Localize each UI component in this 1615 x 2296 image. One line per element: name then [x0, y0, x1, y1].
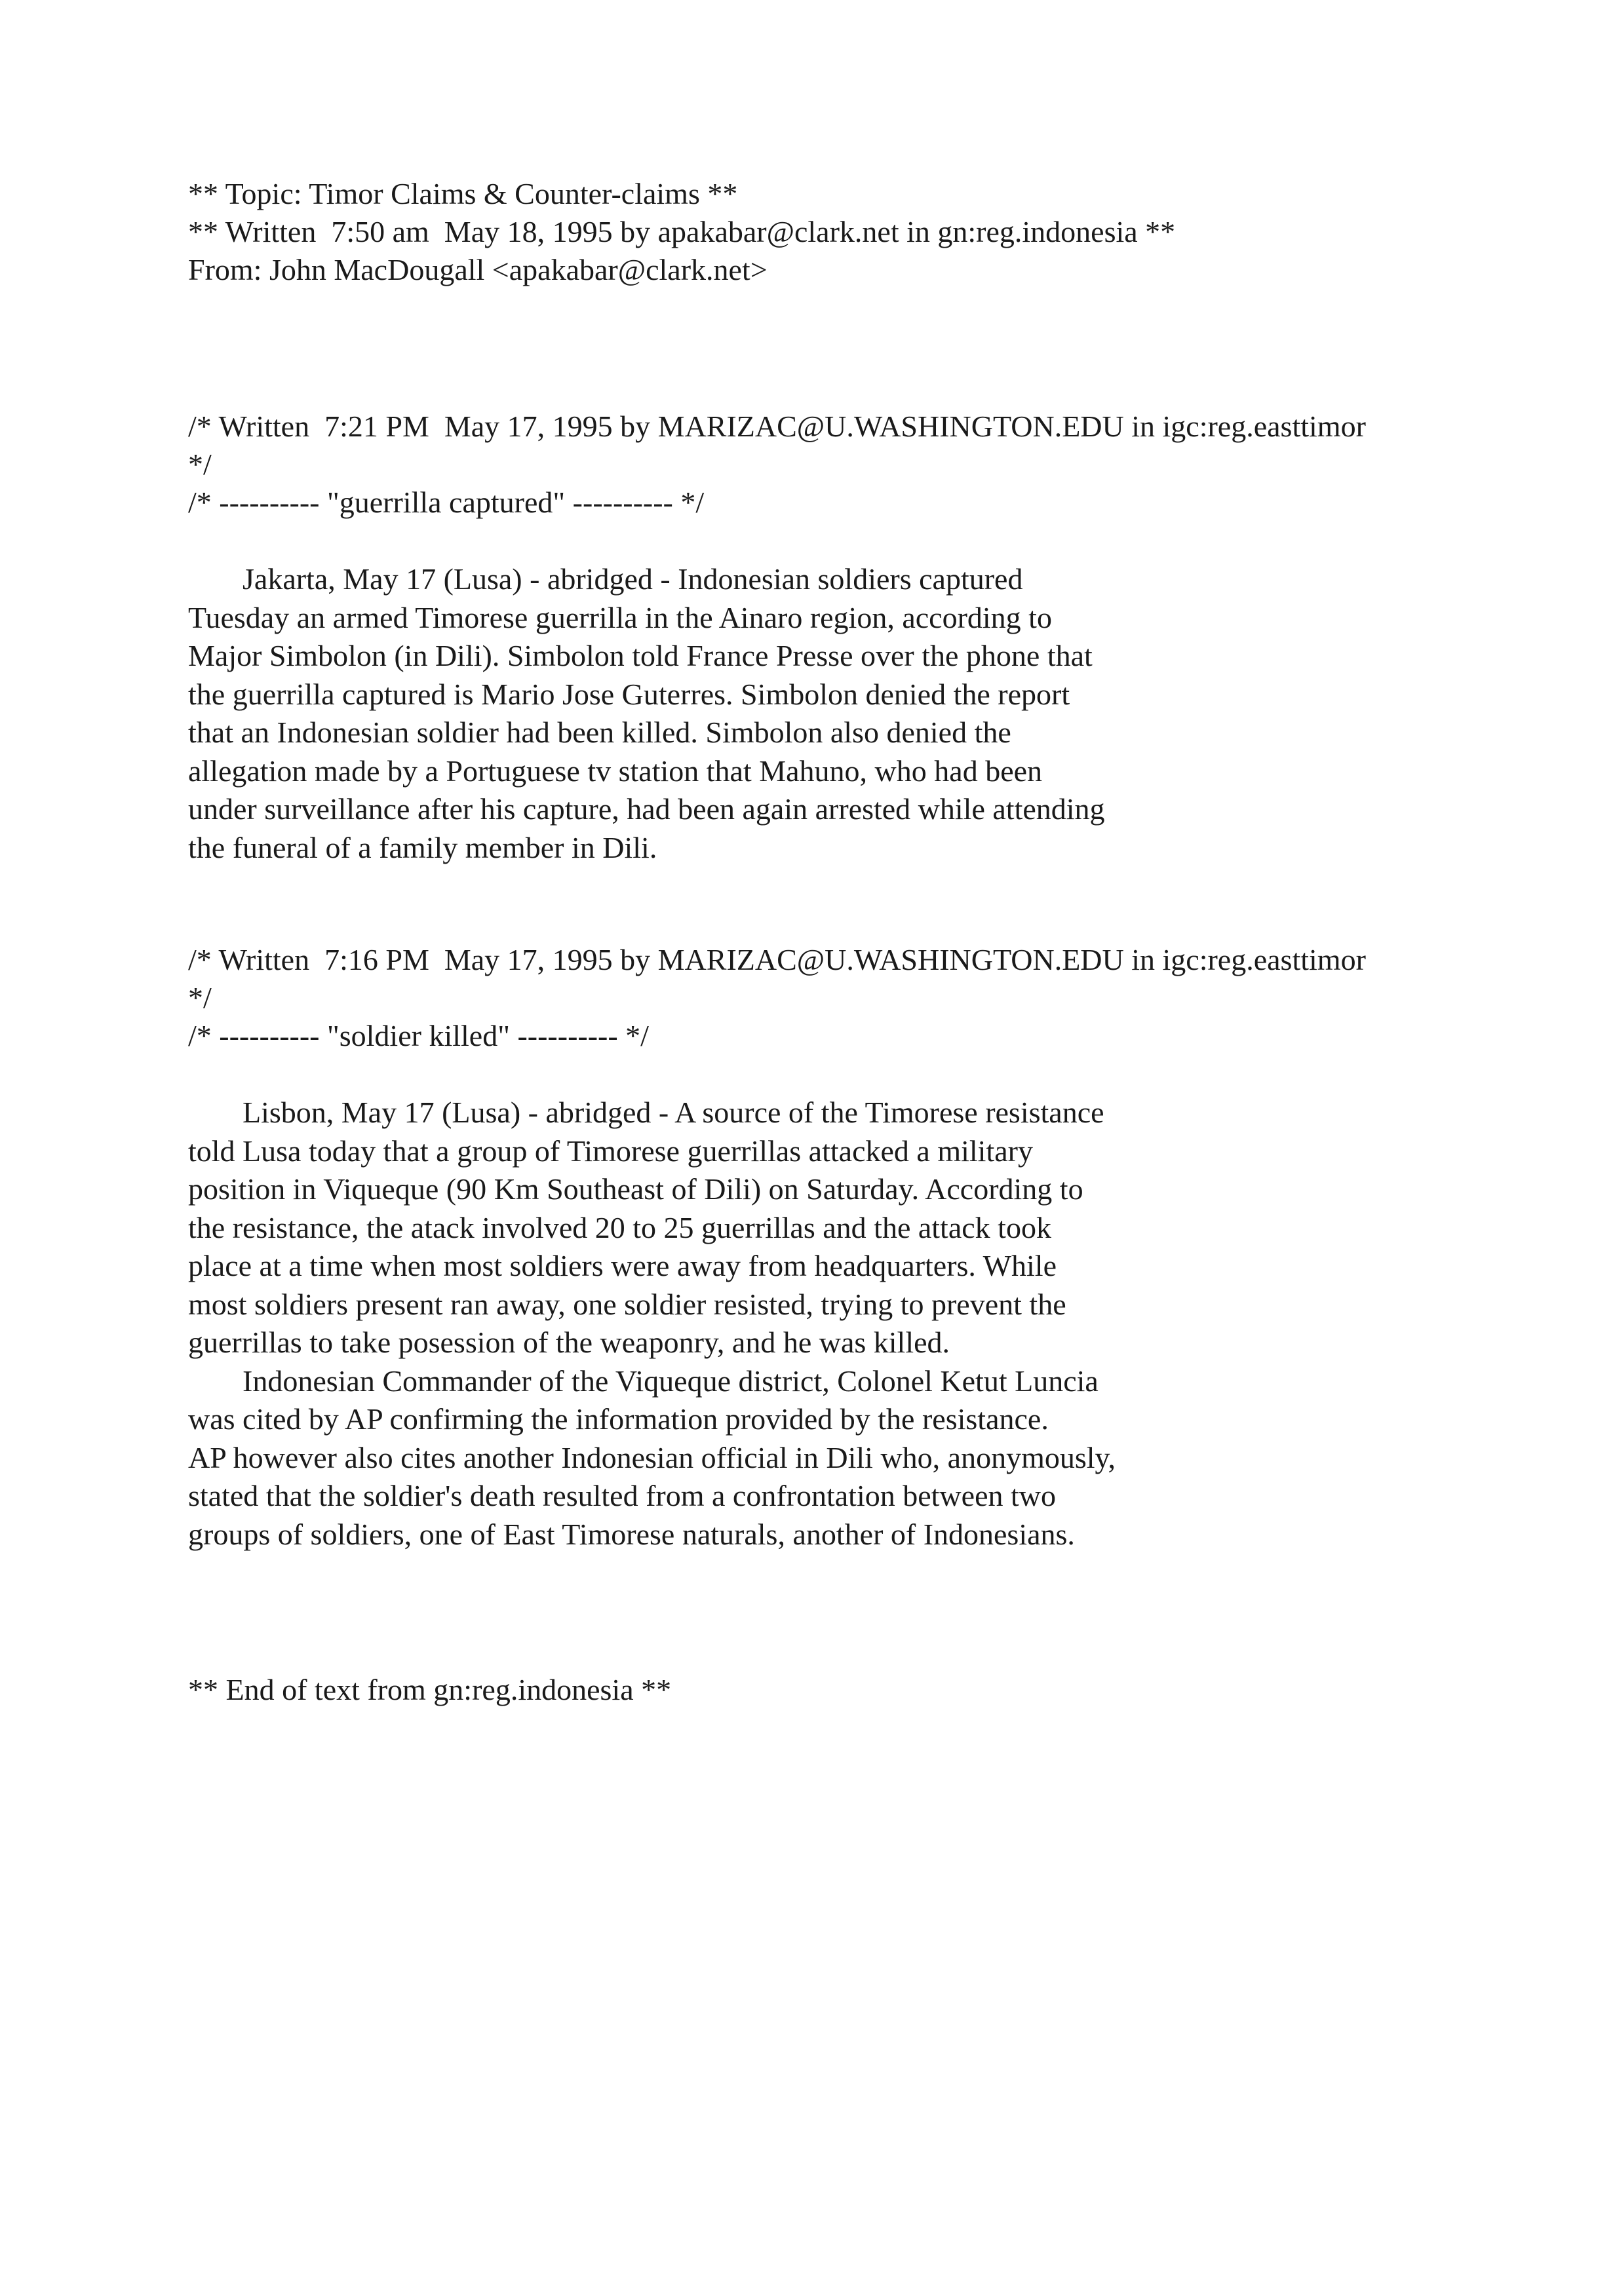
section-2-paragraph-2: Indonesian Commander of the Viqueque district, Colonel Ketut Luncia was cited by AP confirming the information provided by the resistance. AP however also cites another Indonesian official in Dili who, anonymously, stated that the soldier's death resulted from a confrontation between two groups of soldiers, one of East Timorese naturals, another of Indonesians. — [188, 1364, 1116, 1551]
from-line: From: John MacDougall <apakabar@clark.net> — [188, 253, 768, 286]
section-2-title: /* ---------- "soldier killed" ---------- */ — [188, 1019, 649, 1052]
end-of-text-line: ** End of text from gn:reg.indonesia ** — [188, 1673, 672, 1706]
header-written-line: ** Written 7:50 am May 18, 1995 by apakabar@clark.net in gn:reg.indonesia ** — [188, 215, 1176, 248]
section-1-title: /* ---------- "guerrilla captured" ---------- */ — [188, 486, 705, 519]
section-2-paragraph-1: Lisbon, May 17 (Lusa) - abridged - A source of the Timorese resistance told Lusa today that a group of Timorese guerrillas attacked a military position in Viqueque (90 Km Southeast of Dili) on Saturday. According to the resistance, the atack involved 20 to 25 guerrillas and the attack took place at a time when most soldiers were away from headquarters. While most soldiers present ran away, one soldier resisted, trying to prevent the guerrillas to take posession of the weaponry, and he was killed. — [188, 1096, 1104, 1359]
section-1-body — [188, 560, 1315, 867]
section-2-written-close: */ — [188, 981, 212, 1014]
section-1-written-close: */ — [188, 448, 212, 481]
section-1-paragraph-1: Jakarta, May 17 (Lusa) - abridged - Indonesian soldiers captured Tuesday an armed Timorese guerrilla in the Ainaro region, according to Major Simbolon (in Dili). Simbolon told France Presse over the phone that the guerrilla captured is Mario Jose Guterres. Simbolon denied the report that an Indonesian soldier had been killed. Simbolon also denied the allegation made by a Portuguese tv station that Mahuno, who had been under surveillance after his capture, had been again arrested while attending the funeral of a family member in Dili. — [188, 562, 1105, 864]
section-2-body — [188, 1094, 1315, 1554]
section-1-written-line: /* Written 7:21 PM May 17, 1995 by MARIZAC@U.WASHINGTON.EDU in igc:reg.easttimor — [188, 410, 1366, 443]
section-2-written-line: /* Written 7:16 PM May 17, 1995 by MARIZAC@U.WASHINGTON.EDU in igc:reg.easttimor — [188, 943, 1366, 976]
topic-line: ** Topic: Timor Claims & Counter-claims ** — [188, 177, 738, 210]
